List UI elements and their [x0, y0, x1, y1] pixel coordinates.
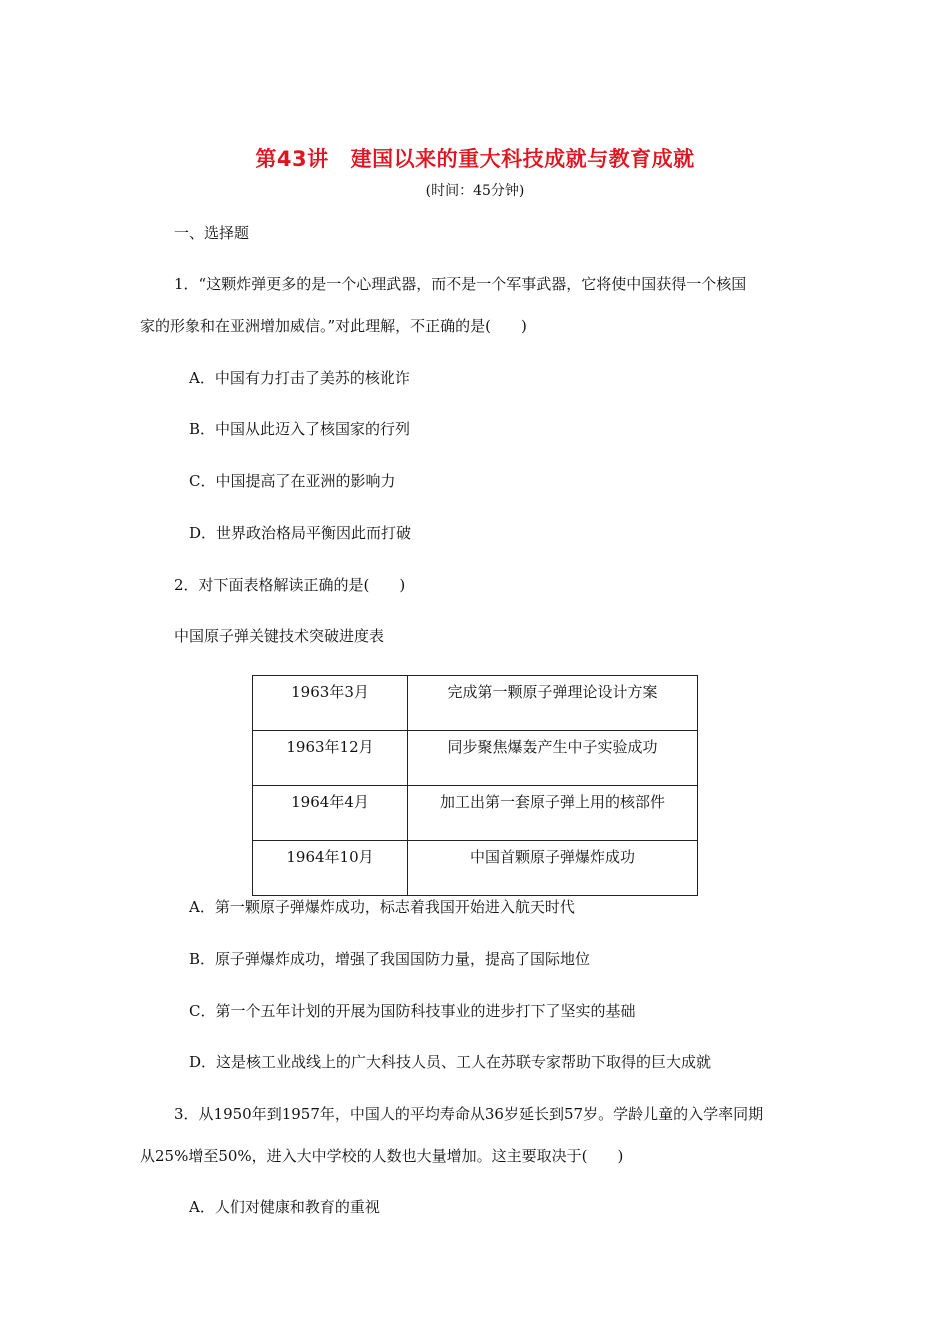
q2-option-b: B．原子弹爆炸成功，增强了我国国防力量，提高了国际地位 — [189, 950, 591, 968]
q2-option-d: D．这是核工业战线上的广大科技人员、工人在苏联专家帮助下取得的巨大成就 — [189, 1053, 712, 1071]
table-row — [253, 786, 698, 841]
q1-option-d: D．世界政治格局平衡因此而打破 — [189, 524, 412, 542]
table-cell-date: 1964年4月 — [253, 786, 408, 841]
q1-option-a: A．中国有力打击了美苏的核讹诈 — [189, 369, 410, 387]
q2-table-caption: 中国原子弹关键技术突破进度表 — [174, 627, 385, 645]
table-cell-event: 中国首颗原子弹爆炸成功 — [408, 841, 698, 896]
q1-option-c: C．中国提高了在亚洲的影响力 — [189, 472, 396, 490]
table-row — [253, 731, 698, 786]
page-title — [0, 143, 950, 173]
table-cell-event: 加工出第一套原子弹上用的核部件 — [408, 786, 698, 841]
section-heading: 一、选择题 — [174, 224, 250, 242]
lesson-number: 第43讲 — [255, 147, 329, 171]
q1-stem-line1: 1．“这颗炸弹更多的是一个心理武器，而不是一个军事武器，它将使中国获得一个核国 — [174, 275, 747, 293]
table-cell-date: 1963年3月 — [253, 676, 408, 731]
q1-stem-line2: 家的形象和在亚洲增加威信。”对此理解，不正确的是( ) — [140, 317, 527, 335]
q3-option-a: A．人们对健康和教育的重视 — [189, 1198, 380, 1216]
table-cell-event: 完成第一颗原子弹理论设计方案 — [408, 676, 698, 731]
time-limit: (时间：45分钟) — [425, 183, 525, 199]
q2-option-c: C．第一个五年计划的开展为国防科技事业的进步打下了坚实的基础 — [189, 1002, 636, 1020]
table-cell-date: 1963年12月 — [253, 731, 408, 786]
table-row — [253, 841, 698, 896]
table-cell-date: 1964年10月 — [253, 841, 408, 896]
q2-stem: 2．对下面表格解读正确的是( ) — [174, 576, 406, 594]
progress-table — [252, 675, 698, 896]
lesson-topic: 建国以来的重大科技成就与教育成就 — [350, 147, 695, 171]
table-row — [253, 676, 698, 731]
q3-stem-line1: 3．从1950年到1957年，中国人的平均寿命从36岁延长到57岁。学龄儿童的入学率同期 — [174, 1105, 764, 1123]
table-cell-event: 同步聚焦爆轰产生中子实验成功 — [408, 731, 698, 786]
q1-option-b: B．中国从此迈入了核国家的行列 — [189, 420, 411, 438]
q3-stem-line2: 从25%增至50%，进入大中学校的人数也大量增加。这主要取决于( ) — [140, 1147, 624, 1165]
q2-option-a: A．第一颗原子弹爆炸成功，标志着我国开始进入航天时代 — [189, 898, 575, 916]
